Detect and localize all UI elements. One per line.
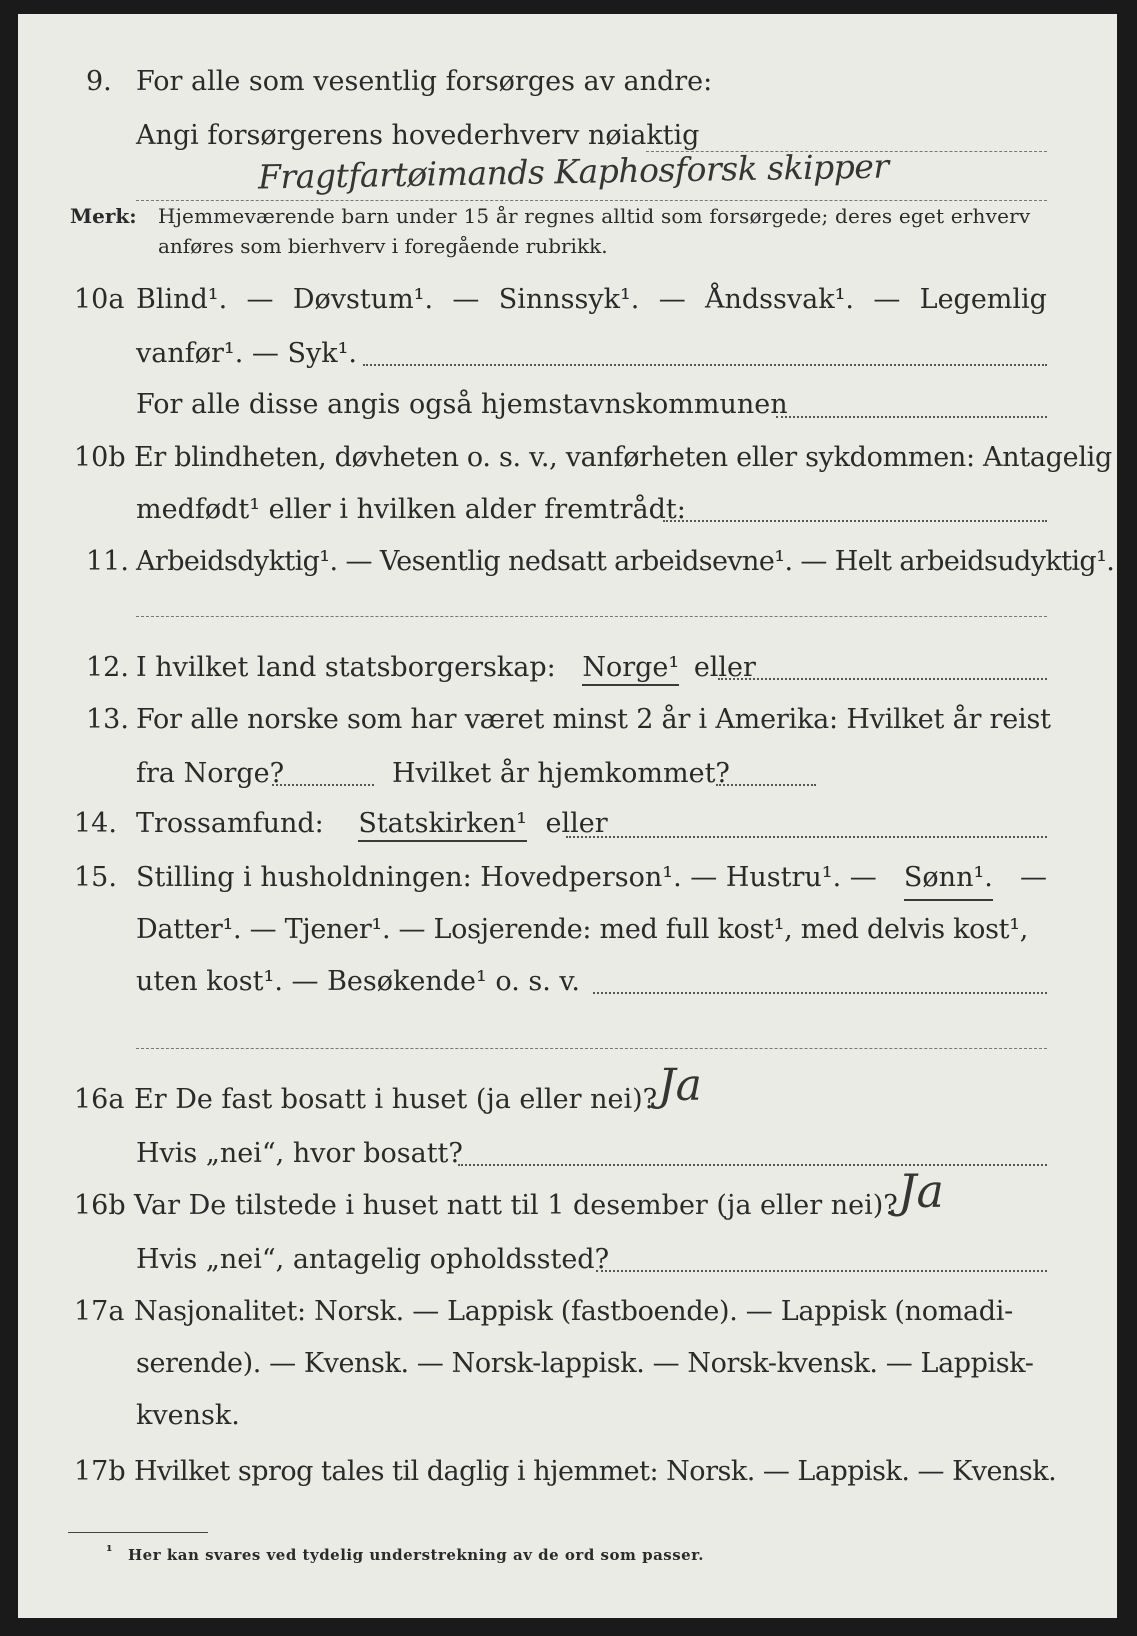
q13-fill-line-1 — [272, 784, 374, 786]
q16a-line-1 — [18, 1080, 1117, 1120]
merk-label: Merk: — [70, 204, 137, 228]
q15-text-1 — [136, 858, 1047, 901]
q16b-line-2 — [18, 1240, 1117, 1280]
q10a-text-2: vanfør¹. — Syk¹. — [136, 338, 357, 369]
q17a-text-2: serende). — Kvensk. — Norsk-lappisk. — Norsk-kvensk. — Lappisk- — [136, 1348, 1034, 1379]
q16a-line-2 — [18, 1134, 1117, 1174]
option-legemlig: Legemlig — [919, 284, 1047, 315]
q10a-line-1 — [18, 280, 1117, 320]
q14-fill-line — [566, 836, 1047, 838]
q11-line-1 — [18, 542, 1117, 582]
q16a-handwritten-answer: Ja — [658, 1060, 702, 1111]
q15-line-2 — [18, 910, 1117, 950]
census-form-page — [18, 14, 1117, 1618]
q16b-handwritten-answer: Ja — [898, 1164, 944, 1218]
q10a-line-2 — [18, 334, 1117, 374]
q14-answer-statskirken: Statskirken¹ — [358, 808, 527, 842]
q14-number: 14. — [74, 808, 117, 839]
q13-fill-line-2 — [716, 784, 816, 786]
q14-question: Trossamfund: — [136, 808, 324, 839]
q16a-fill-line — [458, 1164, 1047, 1166]
footnote-rule — [68, 1532, 208, 1533]
q16b-number: 16b — [74, 1190, 126, 1221]
q11-number: 11. — [86, 546, 129, 577]
q17a-text-3: kvensk. — [136, 1400, 240, 1431]
q12-fill-line — [718, 678, 1047, 680]
q9-number: 9. — [86, 66, 112, 97]
merk-text-2: anføres som bierhverv i foregående rubrikk. — [158, 234, 608, 258]
q10b-number: 10b — [74, 442, 126, 473]
footnote-mark: ¹ — [106, 1542, 114, 1560]
q13-line-2 — [18, 754, 1117, 794]
q15-text-3: uten kost¹. — Besøkende¹ o. s. v. — [136, 966, 581, 997]
q17a-line-3 — [18, 1396, 1117, 1436]
q16b-text-1: Var De tilstede i huset natt til 1 desember (ja eller nei)? — [134, 1190, 898, 1221]
q17b-number: 17b — [74, 1456, 126, 1487]
option-dovstum: Døvstum¹. — [292, 284, 434, 315]
q16a-text-2: Hvis „nei“, hvor bosatt? — [136, 1138, 463, 1169]
q13-text-2a: fra Norge? — [136, 758, 285, 789]
merk-line-2 — [18, 231, 1117, 271]
q12-eller: eller — [693, 652, 756, 683]
q12-line — [18, 648, 1117, 688]
q9-line-1 — [18, 62, 1117, 102]
q11-fill-line — [136, 616, 1047, 617]
q10a-fill-line-2 — [776, 416, 1047, 418]
q9-text-2: Angi forsørgerens hovederhverv nøiaktig — [136, 120, 700, 151]
q11-text-1: Arbeidsdyktig¹. — Vesentlig nedsatt arbeidsevne¹. — Helt arbeidsudyktig¹. — [136, 546, 1115, 577]
q14-eller: eller — [545, 808, 608, 839]
q10a-line-3 — [18, 385, 1117, 425]
q10b-line-2 — [18, 490, 1117, 530]
q15-dash: — — [1019, 862, 1047, 893]
separator: — — [246, 284, 274, 315]
q15-text-2: Datter¹. — Tjener¹. — Losjerende: med full kost¹, med delvis kost¹, — [136, 914, 1029, 945]
q15-question: Stilling i husholdningen: Hovedperson¹. — Hustru¹. — — [136, 862, 877, 893]
q15-fill-line-1 — [593, 992, 1047, 994]
q15-line-3 — [18, 962, 1117, 1002]
q15-answer-sonn: Sønn¹. — [904, 858, 993, 901]
q17a-number: 17a — [74, 1296, 125, 1327]
option-andssvak: Åndssvak¹. — [705, 284, 855, 315]
q13-line-1 — [18, 700, 1117, 740]
q17a-line-2 — [18, 1344, 1117, 1384]
q17a-line-1 — [18, 1292, 1117, 1332]
q16a-number: 16a — [74, 1084, 125, 1115]
q10b-line-1 — [18, 438, 1117, 478]
q12-text — [136, 648, 1069, 688]
q10a-text-3: For alle disse angis også hjemstavnskommunen — [136, 389, 788, 420]
q15-number: 15. — [74, 862, 117, 893]
q16a-text-1: Er De fast bosatt i huset (ja eller nei)? — [134, 1084, 658, 1115]
merk-text-1: Hjemmeværende barn under 15 år regnes alltid som forsørgede; deres eget erhverv — [158, 204, 1031, 228]
q12-number: 12. — [86, 652, 129, 683]
q15-fill-line-2 — [136, 1048, 1047, 1049]
q10a-options — [136, 280, 1047, 320]
q10a-number: 10a — [74, 284, 125, 315]
separator: — — [658, 284, 686, 315]
q13-text-2b: Hvilket år hjemkommet? — [392, 758, 730, 789]
q17b-line-1 — [18, 1452, 1117, 1492]
q10b-text-1: Er blindheten, døvheten o. s. v., vanførheten eller sykdommen: Antagelig — [134, 442, 1112, 473]
q15-line-1 — [18, 858, 1117, 898]
q16b-text-2: Hvis „nei“, antagelig opholdssted? — [136, 1244, 610, 1275]
footnote-text: Her kan svares ved tydelig understrekning av de ord som passer. — [128, 1546, 704, 1564]
q17a-text-1: Nasjonalitet: Norsk. — Lappisk (fastboende). — Lappisk (nomadi- — [134, 1296, 1013, 1327]
q13-text-1: For alle norske som har været minst 2 år i Amerika: Hvilket år reist — [136, 704, 1051, 735]
q17b-text-1: Hvilket sprog tales til daglig i hjemmet: Norsk. — Lappisk. — Kvensk. — [134, 1456, 1057, 1487]
q13-number: 13. — [86, 704, 129, 735]
q12-answer-norge: Norge¹ — [582, 652, 679, 686]
option-blind: Blind¹. — [136, 284, 228, 315]
q12-question: I hvilket land statsborgerskap: — [136, 652, 556, 683]
q10b-text-2: medfødt¹ eller i hvilken alder fremtrådt: — [136, 494, 686, 525]
separator: — — [452, 284, 480, 315]
q10a-fill-line-1 — [363, 364, 1047, 366]
separator: — — [873, 284, 901, 315]
q16b-line-1 — [18, 1186, 1117, 1226]
q16b-fill-line — [596, 1270, 1047, 1272]
q14-text — [136, 804, 1069, 844]
q9-text-1: For alle som vesentlig forsørges av andre: — [136, 66, 713, 97]
q10b-fill-line — [663, 520, 1047, 522]
option-sinnssyk: Sinnssyk¹. — [498, 284, 640, 315]
q9-handwritten-answer: Fragtfartøimands Kaphosforsk skipper — [257, 146, 889, 197]
q14-line — [18, 804, 1117, 844]
q9-line-2 — [18, 116, 1117, 156]
